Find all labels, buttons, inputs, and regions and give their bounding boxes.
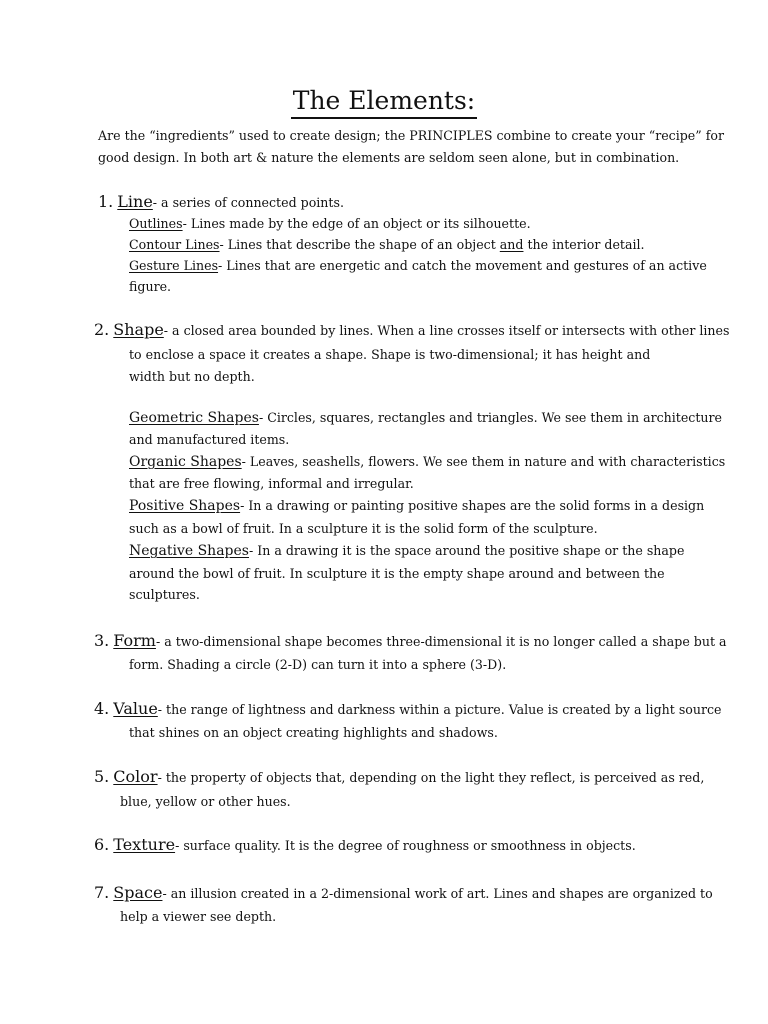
element-shape-line-3: width but no depth. (129, 369, 255, 384)
subterm-label: Geometric Shapes (129, 410, 259, 426)
subterm-definition: - In a drawing or painting positive shapes are the solid forms in a design (240, 498, 705, 513)
element-number: 2. (94, 320, 110, 339)
subterm-negative-shapes-cont-2: sculptures. (129, 587, 200, 602)
subterm-label: Negative Shapes (129, 543, 249, 559)
element-definition: - a closed area bounded by lines. When a line crosses itself or intersects with other lines (163, 323, 730, 338)
element-definition: - the property of objects that, depending on the light they reflect, is perceived as red, (157, 770, 705, 785)
element-definition: - a series of connected points. (152, 195, 344, 210)
page-title: The Elements: (0, 86, 768, 119)
element-form (94, 631, 727, 652)
element-number: 1. (98, 192, 114, 211)
subterm-gesture-lines-cont: figure. (129, 279, 172, 294)
element-definition: - an illusion created in a 2-dimensional work of art. Lines and shapes are organized to (162, 886, 713, 901)
element-line (98, 192, 344, 213)
subterm-positive-shapes-cont: such as a bowl of fruit. In a sculpture it is the solid form of the sculpture. (129, 521, 598, 536)
element-term: Texture (113, 835, 176, 854)
element-shape (94, 320, 729, 341)
element-definition: - a two-dimensional shape becomes three-dimensional it is no longer called a shape but a (155, 634, 727, 649)
subterm-positive-shapes (129, 498, 704, 514)
subterm-definition: - Circles, squares, rectangles and triangles. We see them in architecture (258, 410, 722, 425)
intro-line-1: Are the “ingredients” used to create design; the PRINCIPLES combine to create your “recipe” for (98, 128, 724, 143)
subterm-definition: - Leaves, seashells, flowers. We see them in nature and with characteristics (241, 454, 726, 469)
element-space-line-2: help a viewer see depth. (120, 909, 277, 924)
element-term: Shape (113, 320, 164, 339)
element-number: 6. (94, 835, 110, 854)
element-color-line-2: blue, yellow or other hues. (120, 794, 291, 809)
subterm-label: Gesture Lines (129, 258, 219, 273)
subterm-outlines (129, 216, 531, 231)
element-number: 7. (94, 883, 110, 902)
subterm-negative-shapes-cont: around the bowl of fruit. In sculpture it is the empty shape around and between the (129, 566, 665, 581)
element-term: Form (113, 631, 156, 650)
element-space (94, 883, 713, 904)
subterm-definition: - In a drawing it is the space around the positive shape or the shape (248, 543, 685, 558)
element-number: 5. (94, 767, 110, 786)
element-term: Value (113, 699, 158, 718)
subterm-definition: - Lines that are energetic and catch the movement and gestures of an active (218, 258, 707, 273)
element-term: Space (113, 883, 163, 902)
element-value-line-2: that shines on an object creating highlights and shadows. (129, 725, 498, 740)
element-definition: - surface quality. It is the degree of roughness or smoothness in objects. (175, 838, 636, 853)
subterm-gesture-lines (129, 258, 707, 273)
element-color (94, 767, 704, 788)
element-number: 4. (94, 699, 110, 718)
intro-line-2: good design. In both art & nature the elements are seldom seen alone, but in combination. (98, 150, 680, 165)
element-value (94, 699, 722, 720)
subterm-definition-end: the interior detail. (523, 237, 645, 252)
element-form-line-2: form. Shading a circle (2-D) can turn it into a sphere (3-D). (129, 657, 507, 672)
subterm-contour-lines (129, 237, 645, 252)
subterm-label: Outlines (129, 216, 183, 231)
subterm-geometric-shapes-cont: and manufactured items. (129, 432, 290, 447)
subterm-label: Contour Lines (129, 237, 220, 252)
subterm-organic-shapes-cont: that are free flowing, informal and irregular. (129, 476, 414, 491)
subterm-definition: - Lines made by the edge of an object or its silhouette. (182, 216, 531, 231)
subterm-emphasis: and (499, 237, 524, 252)
element-texture (94, 835, 636, 856)
element-term: Color (113, 767, 158, 786)
subterm-geometric-shapes (129, 410, 722, 426)
element-number: 3. (94, 631, 110, 650)
subterm-label: Positive Shapes (129, 498, 241, 514)
element-term: Line (117, 192, 153, 211)
element-shape-line-2: to enclose a space it creates a shape. Shape is two-dimensional; it has height and (129, 347, 651, 362)
element-definition: - the range of lightness and darkness within a picture. Value is created by a light source (157, 702, 722, 717)
subterm-label: Organic Shapes (129, 454, 242, 470)
subterm-negative-shapes (129, 543, 684, 559)
subterm-definition: - Lines that describe the shape of an object (219, 237, 500, 252)
subterm-organic-shapes (129, 454, 725, 470)
